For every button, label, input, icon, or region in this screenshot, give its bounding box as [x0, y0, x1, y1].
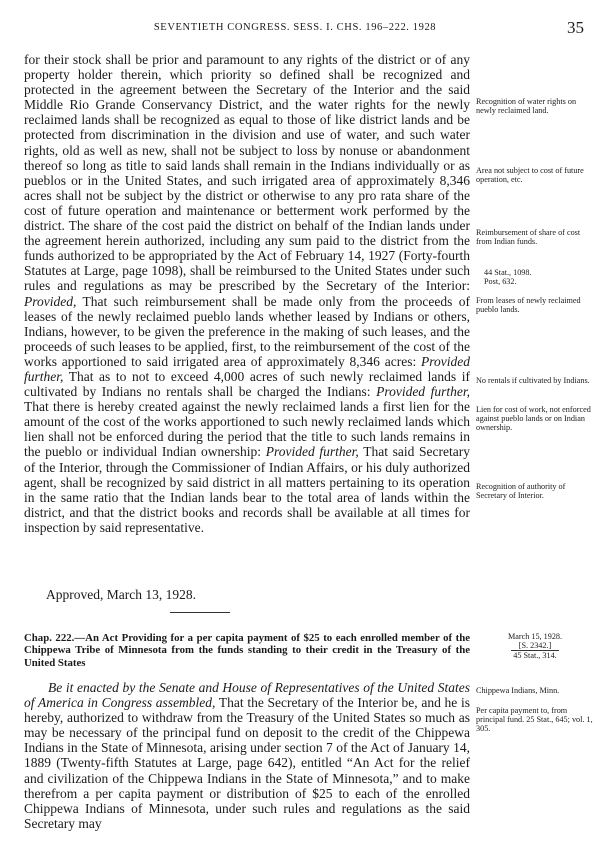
margin-note-reimbursement: Reimbursement of share of cost from Indian funds. — [476, 228, 581, 247]
proviso-2: Provided further, — [24, 353, 471, 384]
text-body-part2: That such reimbursement shall be made only from the proceeds of leases of the newly reclaimed pueblo lands whether leased by Indians or others, Indians, however, to be given the preference in the making of such leases, and the proceeds of such leases to be applied, first, to the reimbursement of the cost of the works apportioned to said irrigated area of approximately 8,346 acres: — [24, 293, 470, 369]
margin-note-lien: Lien for cost of work, not enforced against pueblo lands or on Indian ownership. — [476, 405, 591, 433]
margin-bill-number: [S. 2342.] — [511, 641, 560, 651]
text-body-part5: That said Secretary of the Interior, through the Commissioner of Indian Affairs, or his duly authorized agent, shall be recognized by said district in all matters pertaining to its operation in the same ratio that the Indian lands bear to the total area of lands within the district, and that the district books and records shall be available at all times for inspection by said representative. — [24, 444, 471, 535]
text-body-part3: That as to not to exceed 4,000 acres of such newly reclaimed lands if cultivated by Indians no rentals shall be charged the Indians: — [24, 368, 470, 400]
enacting-section — [24, 680, 470, 831]
margin-note-leases: From leases of newly reclaimed pueblo lands. — [476, 296, 581, 315]
margin-note-per-capita: Per capita payment to, from principal fund. 25 Stat., 645; vol. 1, 305. — [476, 706, 593, 734]
approval-date: Approved, March 13, 1928. — [46, 587, 196, 602]
margin-stat-ref: 45 Stat., 314. — [513, 651, 557, 661]
margin-note-water-rights: Recognition of water rights on newly reclaimed land. — [476, 97, 577, 116]
margin-act-date: March 15, 1928. — [507, 632, 563, 641]
chapter-title: —An Act Providing for a per capita payment of $25 to each enrolled member of the Chippewa Tribe of Minnesota from the funds standing to their credit in the Treasury of the United States — [24, 632, 471, 669]
proviso-1: Provided, — [24, 293, 77, 309]
margin-note-chippewa: Chippewa Indians, Minn. — [476, 686, 560, 695]
proviso-3: Provided further, — [376, 384, 470, 400]
margin-note-no-rentals: No rentals if cultivated by Indians. — [476, 376, 590, 385]
proviso-4: Provided further, — [265, 444, 359, 460]
chapter-heading — [24, 632, 470, 669]
margin-note-act-date — [476, 632, 594, 661]
enacting-clause: Be it enacted by the Senate and House of Representatives of the United States of America in Congress assembled, — [24, 680, 470, 711]
margin-note-statute-ref — [476, 268, 594, 286]
text-body-part1: for their stock shall be prior and paramount to any rights of the district or of any property holder therein, which priority so defined shall be recognized and protected in the agreement between the Secretary of the Interior and the said Middle Rio Grande Conservancy District, and the water rights for the newly reclaimed lands shall be recognized as equal to those of like district lands and be protected from discrimination in the division and use of water, and such water rights, old as well as new, shall not be subject to loss by nonuse or abandonment thereof so long as title to said lands shall remain in the Indians individually or as pueblos or in the United States, and such irrigated area of approximately 8,346 acres shall not be subject by the district or otherwise to any pro rata share of the cost of future operation and maintenance or betterment work performed by the district. The share of the cost paid the district on behalf of the Indian lands under the agreement herein authorized, including any sum paid to the district from the funds authorized to be appropriated by the Act of February 14, 1927 (Forty-fourth Statutes at Large, page 1098), shall be reimbursed to the United States under such rules and regulations as may be prescribed by the Secretary of the Interior: — [24, 52, 470, 294]
chapter-label: Chap. 222. — [24, 632, 75, 644]
section-divider — [170, 612, 230, 613]
section-text-continued — [24, 52, 470, 535]
running-head: SEVENTIETH CONGRESS. SESS. I. CHS. 196–222. 1928 — [153, 22, 437, 33]
margin-note-area-not-subject: Area not subject to cost of future operation, etc. — [476, 166, 584, 185]
margin-ref-post: Post, 632. — [484, 277, 517, 287]
margin-note-recognition-authority: Recognition of authority of Secretary of Interior. — [476, 482, 566, 501]
act-text: That the Secretary of the Interior be, and he is hereby, authorized to withdraw from the Treasury of the United States so much as may be necessary of the principal fund on deposit to the credit of the Chippewa Indians in the State of Minnesota, arising under section 7 of the Act of January 14, 1889 (Twenty-fifth Statutes at Large, page 642), entitled “An Act for the relief and civilization of the Chippewa Indians in the State of Minnesota,” and to make therefrom a per capita payment or distribution of $25 to each of the enrolled Chippewa Indians of Minnesota, under such rules and regulations as the said Secretary may — [24, 695, 470, 831]
margin-ref-44-stat: 44 Stat., 1098. — [484, 268, 532, 277]
page-number: 35 — [567, 18, 584, 37]
text-body-part4: That there is hereby created against the newly reclaimed lands a first lien for the amount of the cost of the works apportioned to such newly reclaimed lands which lien shall not be enforced during the period that the title to such lands remains in the pueblo or individual Indian ownership: — [24, 399, 470, 460]
